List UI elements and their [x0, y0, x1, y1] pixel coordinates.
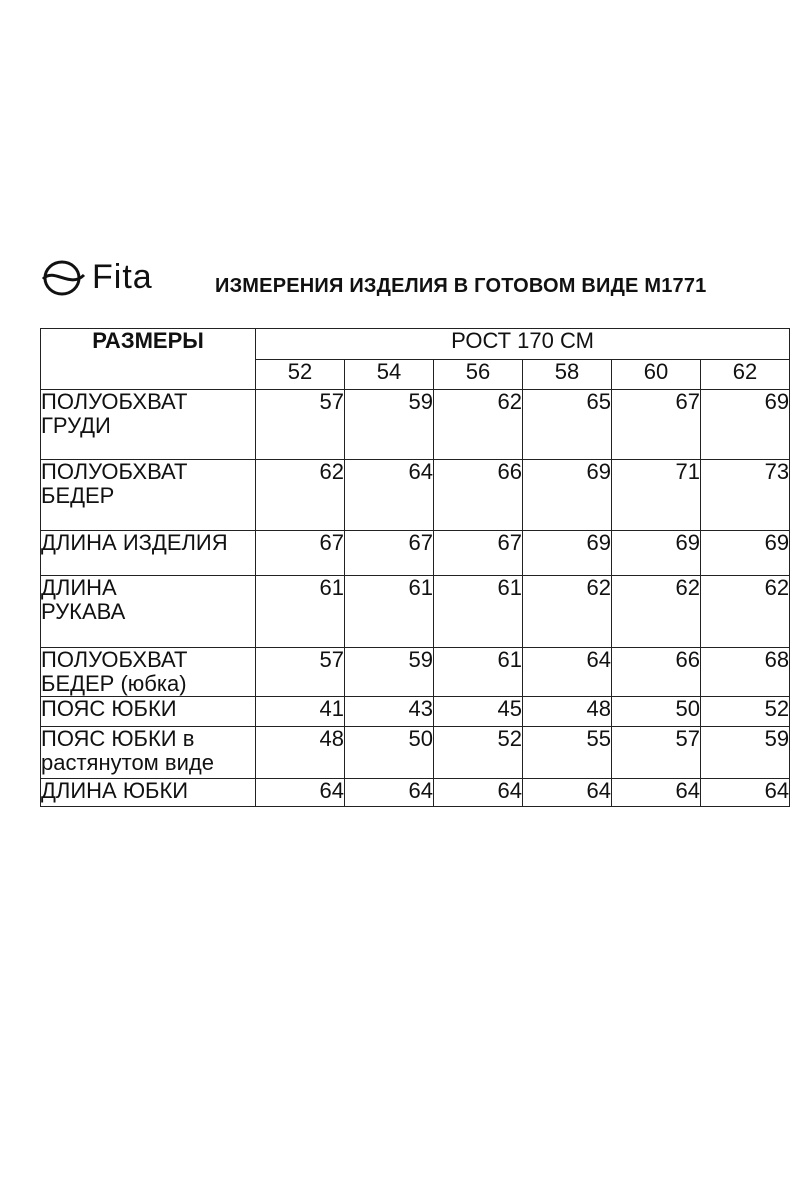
header: [40, 255, 760, 305]
value-cell: 64: [434, 779, 523, 807]
value-cell: 41: [256, 697, 345, 727]
row-label-line: ПОЛУОБХВАТ: [41, 459, 188, 484]
size-header: 52: [256, 360, 345, 390]
value-cell: 52: [701, 697, 790, 727]
page-title: ИЗМЕРЕНИЯ ИЗДЕЛИЯ В ГОТОВОМ ВИДЕ М1771: [215, 275, 707, 297]
height-group-header: РОСТ 170 СМ: [256, 329, 790, 360]
value-cell: 69: [523, 531, 612, 576]
row-label: [41, 460, 256, 531]
table-row: [41, 531, 790, 576]
value-cell: 57: [256, 390, 345, 460]
row-label: [41, 697, 256, 727]
row-label: [41, 727, 256, 779]
row-label-line: ГРУДИ: [41, 413, 111, 438]
value-cell: 59: [345, 390, 434, 460]
value-cell: 59: [345, 648, 434, 697]
value-cell: 62: [434, 390, 523, 460]
value-cell: 64: [345, 460, 434, 531]
value-cell: 52: [434, 727, 523, 779]
row-label: [41, 779, 256, 807]
value-cell: 48: [523, 697, 612, 727]
brand-logo: [40, 255, 153, 299]
value-cell: 69: [701, 531, 790, 576]
row-label: [41, 531, 256, 576]
row-label-line: БЕДЕР: [41, 483, 115, 508]
row-label-line: ДЛИНА: [41, 575, 117, 600]
row-label-line: ПОЛУОБХВАТ: [41, 647, 188, 672]
value-cell: 64: [256, 779, 345, 807]
value-cell: 64: [523, 648, 612, 697]
table-row: [41, 576, 790, 648]
value-cell: 67: [256, 531, 345, 576]
value-cell: 61: [434, 648, 523, 697]
value-cell: 67: [612, 390, 701, 460]
value-cell: 65: [523, 390, 612, 460]
brand-name: Fita: [92, 258, 153, 296]
value-cell: 64: [701, 779, 790, 807]
value-cell: 61: [434, 576, 523, 648]
value-cell: 57: [256, 648, 345, 697]
table-row: [41, 779, 790, 807]
size-chart-table: [40, 328, 790, 807]
value-cell: 67: [345, 531, 434, 576]
corner-header: РАЗМЕРЫ: [41, 329, 256, 390]
row-label-line: БЕДЕР (юбка): [41, 671, 187, 696]
value-cell: 73: [701, 460, 790, 531]
table-row: [41, 727, 790, 779]
value-cell: 50: [345, 727, 434, 779]
value-cell: 48: [256, 727, 345, 779]
fita-logo-icon: [40, 255, 88, 299]
value-cell: 69: [701, 390, 790, 460]
value-cell: 69: [612, 531, 701, 576]
value-cell: 66: [612, 648, 701, 697]
value-cell: 69: [523, 460, 612, 531]
row-label-line: ПОЛУОБХВАТ: [41, 389, 188, 414]
value-cell: 67: [434, 531, 523, 576]
value-cell: 64: [612, 779, 701, 807]
value-cell: 71: [612, 460, 701, 531]
value-cell: 61: [345, 576, 434, 648]
value-cell: 59: [701, 727, 790, 779]
value-cell: 61: [256, 576, 345, 648]
size-header: 56: [434, 360, 523, 390]
size-header: 54: [345, 360, 434, 390]
value-cell: 45: [434, 697, 523, 727]
row-label-line: ДЛИНА ЮБКИ: [41, 778, 189, 803]
row-label-line: ПОЯС ЮБКИ в: [41, 726, 195, 751]
value-cell: 62: [523, 576, 612, 648]
value-cell: 55: [523, 727, 612, 779]
value-cell: 64: [523, 779, 612, 807]
row-label-line: РУКАВА: [41, 599, 126, 624]
row-label-line: ПОЯС ЮБКИ: [41, 696, 177, 721]
value-cell: 57: [612, 727, 701, 779]
value-cell: 62: [612, 576, 701, 648]
table-row: [41, 460, 790, 531]
value-cell: 43: [345, 697, 434, 727]
row-label: [41, 576, 256, 648]
value-cell: 66: [434, 460, 523, 531]
value-cell: 50: [612, 697, 701, 727]
row-label-line: растянутом виде: [41, 750, 214, 775]
size-header: 62: [701, 360, 790, 390]
value-cell: 62: [701, 576, 790, 648]
row-label: [41, 648, 256, 697]
value-cell: 62: [256, 460, 345, 531]
row-label: [41, 390, 256, 460]
value-cell: 64: [345, 779, 434, 807]
header-row-group: [41, 329, 790, 360]
size-header: 60: [612, 360, 701, 390]
table-row: [41, 390, 790, 460]
value-cell: 68: [701, 648, 790, 697]
row-label-line: ДЛИНА ИЗДЕЛИЯ: [41, 530, 228, 555]
size-header: 58: [523, 360, 612, 390]
table-row: [41, 697, 790, 727]
table-row: [41, 648, 790, 697]
